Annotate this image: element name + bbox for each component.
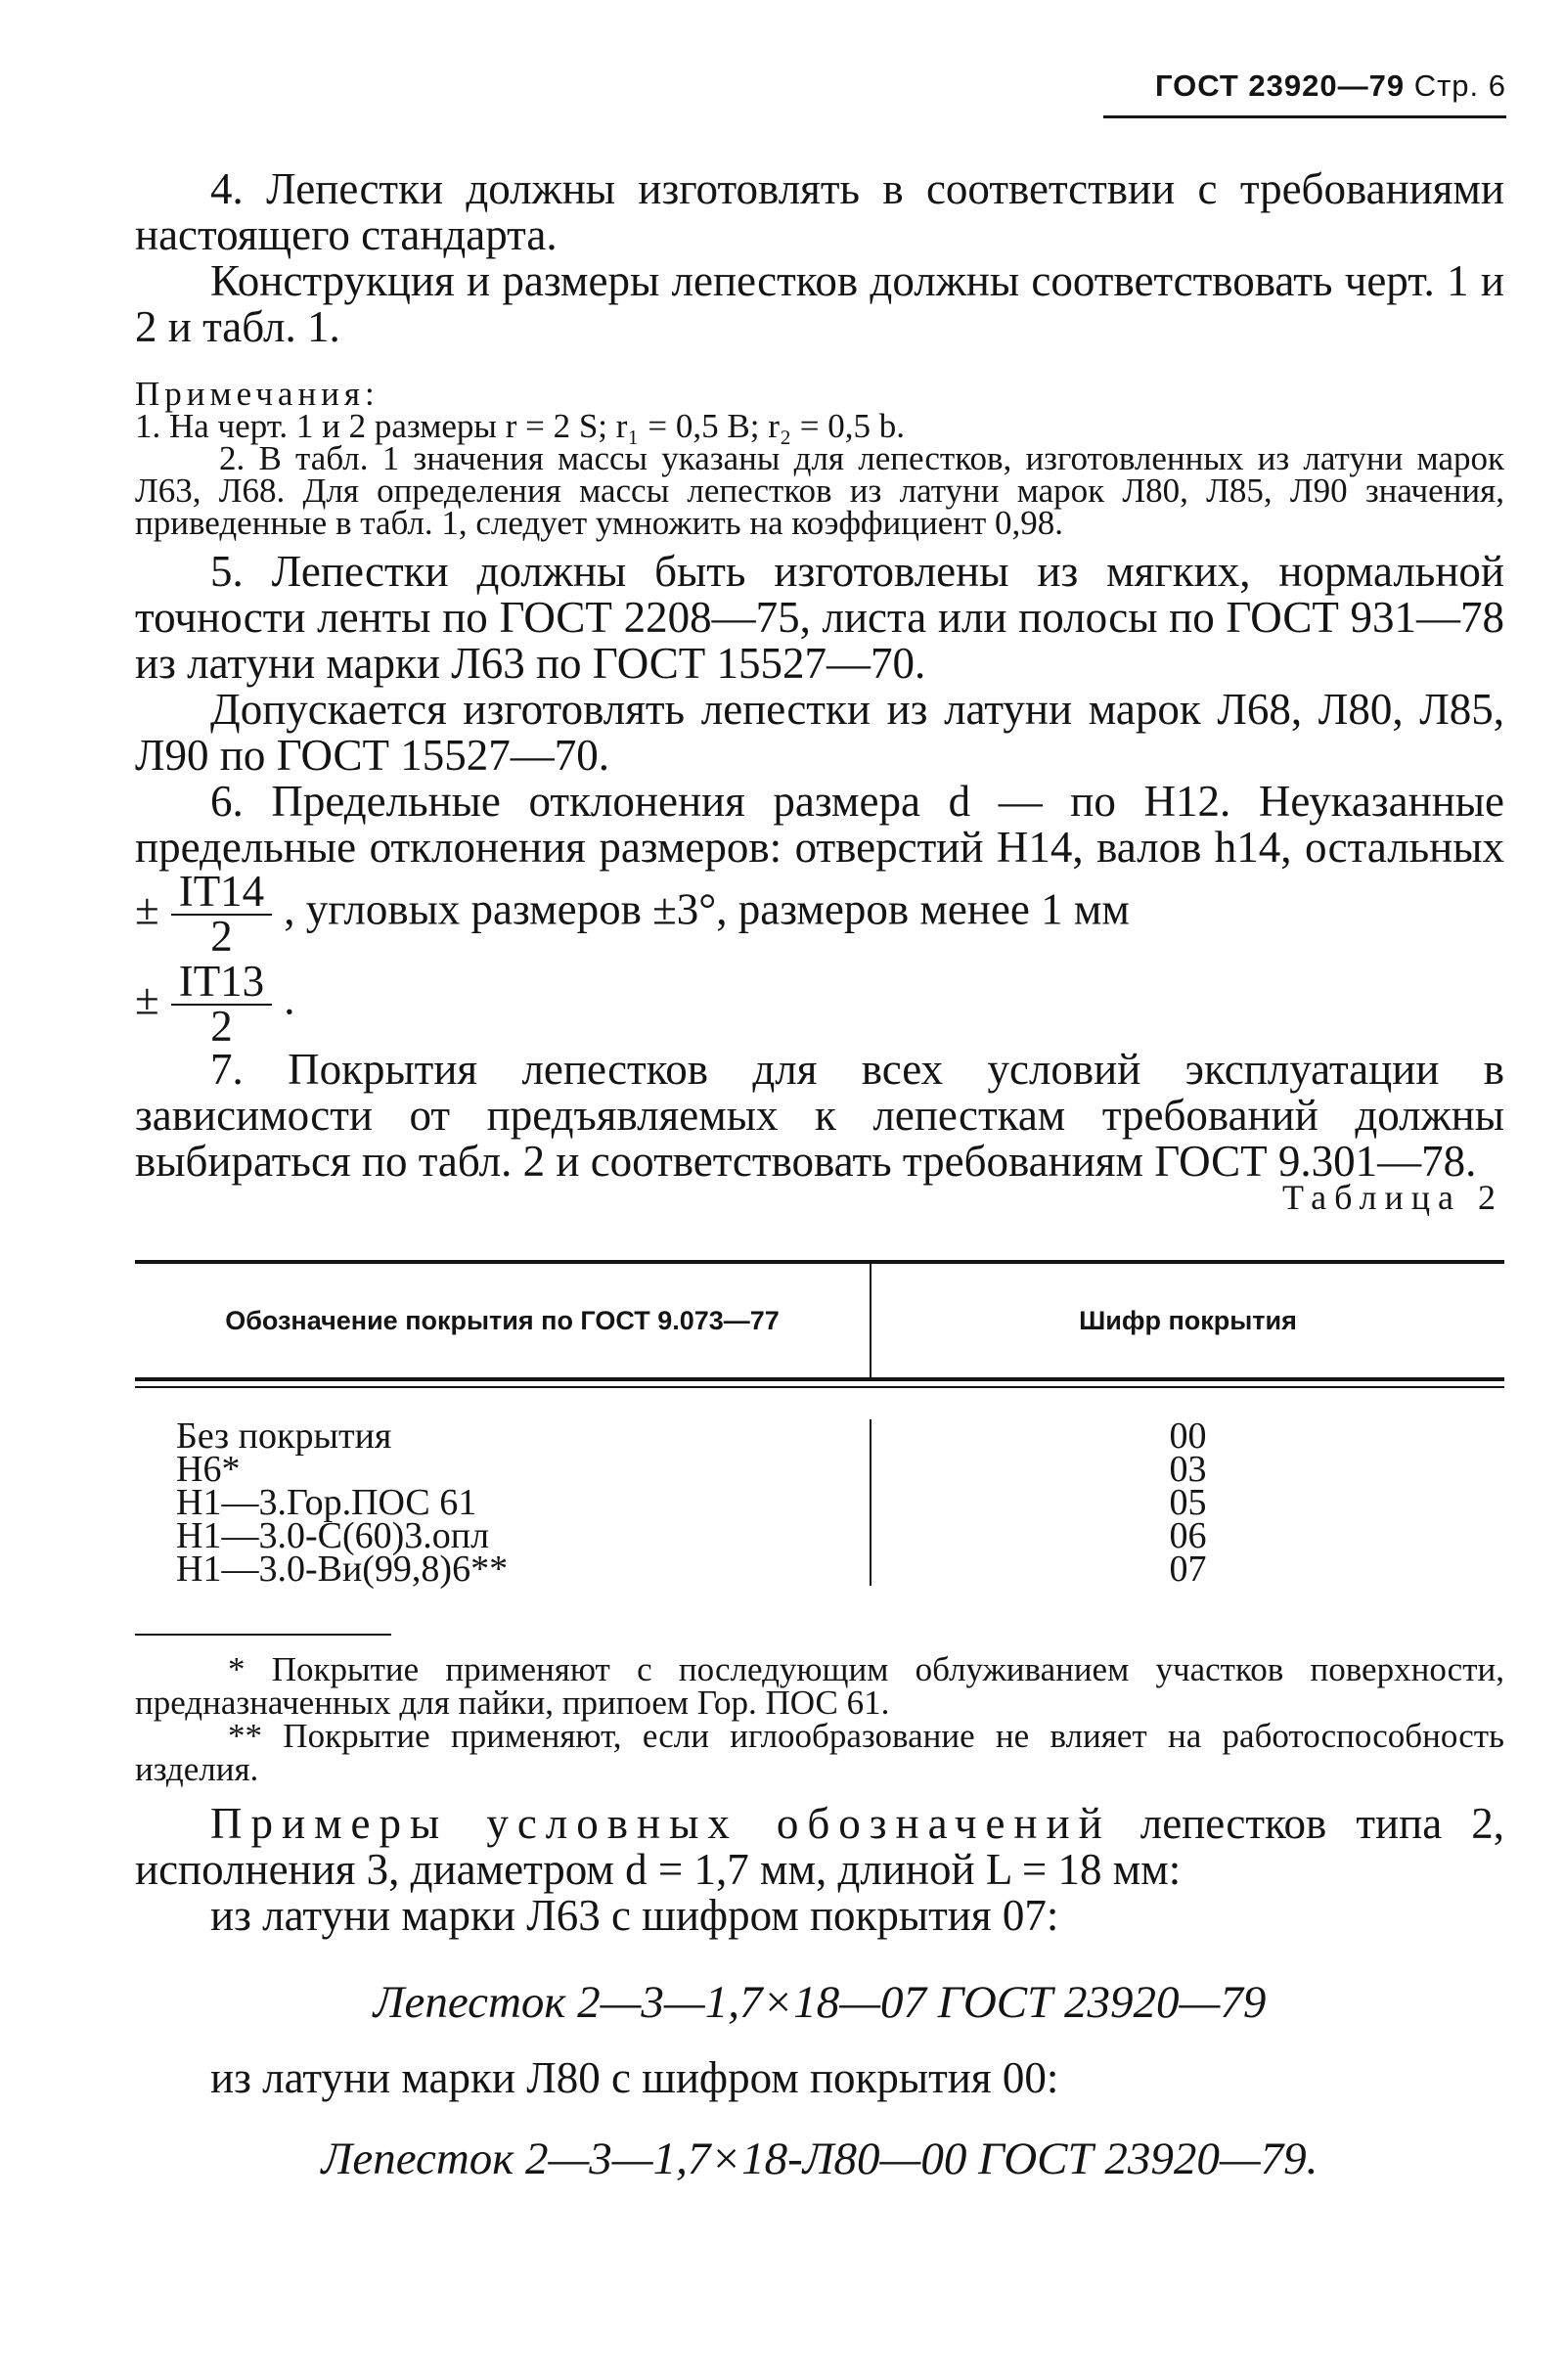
footnote-1: * Покрытие применяют с последующим облуживанием участков поверхности, предназначенных для пайки, припоем Гор. ПОС 61.: [135, 1650, 1504, 1722]
example-designation-1: Лепесток 2—3—1,7×18—07 ГОСТ 23920—79: [373, 1977, 1267, 2028]
table-cell: Н6*: [176, 1449, 241, 1490]
table-2: [135, 1260, 1504, 1595]
para-5: 5. Лепестки должны быть изготовлены из мягких, нормальной точности ленты по ГОСТ 2208—75, листа или полосы по ГОСТ 931—78 из латуни марки Л63 по ГОСТ 15527—70.: [135, 547, 1504, 688]
table-cell: 00: [1169, 1415, 1207, 1457]
designation-column: [135, 1415, 870, 1590]
fraction-it14: [171, 867, 272, 961]
code-column: [870, 1415, 1504, 1590]
para-5-allowed: Допускается изготовлять лепестки из латуни марок Л68, Л80, Л85, Л90 по ГОСТ 15527—70.: [135, 685, 1504, 780]
fraction-numerator: IT14: [171, 871, 272, 916]
table-caption: Таблица 2: [1282, 1178, 1503, 1217]
table-cell: 06: [1169, 1515, 1207, 1556]
example-l80-label: из латуни марки Л80 с шифром покрытия 00:: [210, 2053, 1059, 2102]
example-designation-2: Лепесток 2—3—1,7×18-Л80—00 ГОСТ 23920—79.: [321, 2133, 1318, 2184]
para-6-text-2: , угловых размеров ±3°, размеров менее 1 мм: [284, 884, 1130, 934]
fraction-denominator: 2: [210, 912, 233, 961]
para-4-construction: Конструкция и размеры лепестков должны соответствовать черт. 1 и 2 и табл. 1.: [135, 256, 1504, 351]
table-header: [135, 1264, 1504, 1377]
para-6-tail: [135, 957, 1504, 1051]
para-6-end: .: [284, 974, 295, 1024]
table-cell: Без покрытия: [176, 1415, 392, 1457]
examples-lead: [135, 1801, 1504, 1893]
table-cell: 03: [1169, 1449, 1207, 1490]
note-2: 2. В табл. 1 значения массы указаны для лепестков, изготовленных из латуни марок Л63, Л68. Для определения массы лепестков из латуни марок Л80, Л85, Л90 значения, приведенные в табл. 1, следует умножить на коэффициент 0,98.: [135, 439, 1504, 542]
table-cell: Н1—3.0-С(60)3.опл: [176, 1515, 490, 1556]
fraction-numerator: IT13: [171, 961, 272, 1006]
note-1: 1. На черт. 1 и 2 размеры r = 2 S; r₁ = 0,5 B; r₂ = 0,5 b.: [135, 407, 906, 445]
fraction-denominator: 2: [210, 1002, 233, 1051]
para-4: 4. Лепестки должны изготовлять в соответствии с требованиями настоящего стандарта.: [135, 164, 1504, 259]
para-7: 7. Покрытия лепестков для всех условий эксплуатации в зависимости от предъявляемых к лепесткам требований должны выбираться по табл. 2 и соответствовать требованиям ГОСТ 9.301—78.: [135, 1045, 1504, 1186]
example-l63-label: из латуни марки Л63 с шифром покрытия 07:: [210, 1891, 1059, 1940]
column-header-designation: Обозначение покрытия по ГОСТ 9.073—77: [225, 1305, 780, 1335]
standard-code: ГОСТ 23920—79: [1154, 68, 1406, 103]
plus-minus: ±: [135, 974, 159, 1024]
para-6: [135, 777, 1504, 961]
notes-block: [135, 375, 1504, 542]
table-body: [135, 1388, 1504, 1595]
table-cell: 07: [1169, 1549, 1207, 1590]
header-rule: [1103, 115, 1506, 118]
examples-section: [135, 1801, 1504, 2182]
table-cell: Н1—3.Гор.ПОС 61: [176, 1482, 477, 1523]
table-cell: Н1—3.0-Ви(99,8)6**: [176, 1549, 509, 1590]
table-header-rule: [135, 1377, 1504, 1381]
footnote-rule: [135, 1634, 391, 1636]
examples-lead-spaced: Примеры условных обозначений: [210, 1799, 1111, 1848]
table-cell: 05: [1169, 1482, 1207, 1523]
fraction-it13: [171, 957, 272, 1051]
column-header-code: Шифр покрытия: [870, 1264, 1504, 1377]
page-number: Стр. 6: [1413, 68, 1506, 103]
notes-title: Примечания:: [135, 375, 380, 413]
main-text: [135, 166, 1504, 1185]
para-6-text: 6. Предельные отклонения размера d — по Н12. Неуказанные предельные отклонения размеров: отверстий Н14, валов h14, остальных ±: [135, 777, 1504, 934]
footnote-2: ** Покрытие применяют, если иглообразование не влияет на работоспособность изделия.: [135, 1717, 1504, 1788]
page-header: [1103, 67, 1506, 106]
footnotes: [135, 1634, 1504, 1786]
examples-lead-rest: лепестков типа 2, исполнения 3, диаметром d = 1,7 мм, длиной L = 18 мм:: [135, 1799, 1504, 1894]
